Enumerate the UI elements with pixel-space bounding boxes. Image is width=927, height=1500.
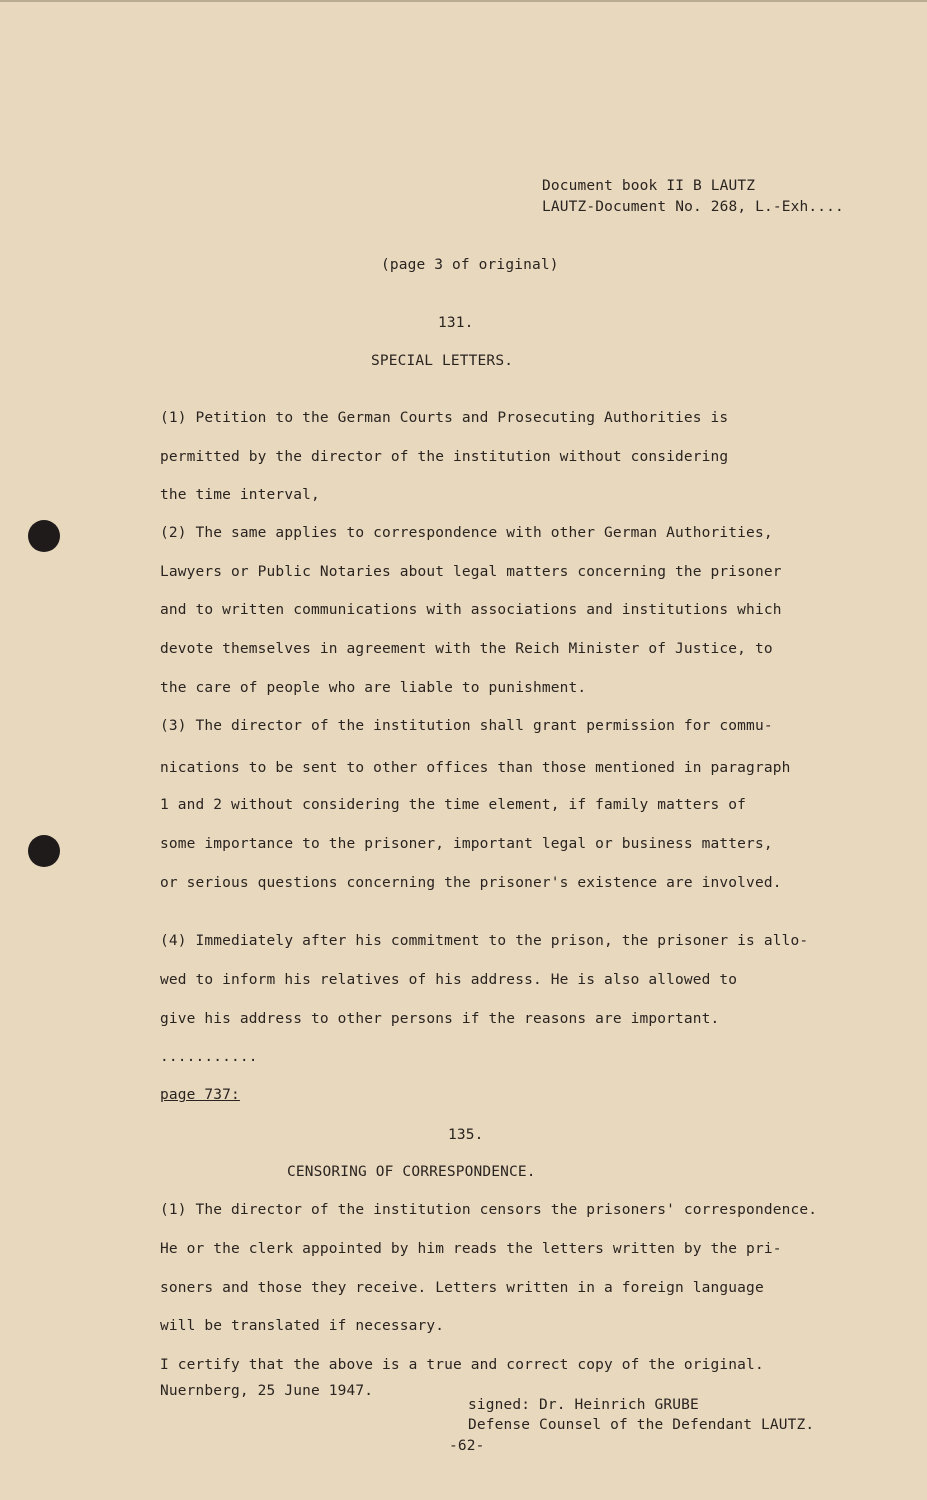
body-line: Lawyers or Public Notaries about legal matters concerning the prisoner <box>160 564 782 580</box>
body-line: (2) The same applies to correspondence with other German Authorities, <box>160 525 773 541</box>
body-line: permitted by the director of the institution without considering <box>160 449 729 465</box>
section-135-title: CENSORING OF CORRESPONDENCE. <box>287 1164 536 1180</box>
header-line-1: Document book II B LAUTZ <box>542 178 756 194</box>
page-number: -62- <box>449 1438 485 1454</box>
body-line: and to written communications with associations and institutions which <box>160 602 782 618</box>
certification: I certify that the above is a true and correct copy of the original. <box>160 1357 764 1373</box>
body-line: give his address to other persons if the reasons are important. <box>160 1011 720 1027</box>
ellipsis: ........... <box>160 1049 258 1065</box>
signature-line-2: Defense Counsel of the Defendant LAUTZ. <box>468 1417 815 1433</box>
section-131-number: 131. <box>438 315 474 331</box>
body-line: wed to inform his relatives of his address. He is also allowed to <box>160 972 738 988</box>
section-131-title: SPECIAL LETTERS. <box>371 353 514 369</box>
place-date: Nuernberg, 25 June 1947. <box>160 1383 374 1399</box>
body-line: will be translated if necessary. <box>160 1318 445 1334</box>
page-reference: (page 3 of original) <box>381 257 559 273</box>
body-line: or serious questions concerning the prisoner's existence are involved. <box>160 875 782 891</box>
body-line: (3) The director of the institution shall grant permission for commu- <box>160 718 773 734</box>
body-line: (1) The director of the institution censors the prisoners' correspondence. <box>160 1202 818 1218</box>
section-135-number: 135. <box>448 1127 484 1143</box>
body-line: devote themselves in agreement with the Reich Minister of Justice, to <box>160 641 773 657</box>
punch-hole-top <box>28 520 60 552</box>
page-marker: page 737: <box>160 1087 240 1103</box>
body-line: soners and those they receive. Letters written in a foreign language <box>160 1280 764 1296</box>
body-line: (1) Petition to the German Courts and Prosecuting Authorities is <box>160 410 729 426</box>
body-line: nications to be sent to other offices than those mentioned in paragraph <box>160 760 791 776</box>
signature-line-1: signed: Dr. Heinrich GRUBE <box>468 1397 699 1413</box>
body-line: (4) Immediately after his commitment to the prison, the prisoner is allo- <box>160 933 809 949</box>
body-line: the care of people who are liable to punishment. <box>160 680 587 696</box>
body-line: He or the clerk appointed by him reads the letters written by the pri- <box>160 1241 782 1257</box>
punch-hole-bottom <box>28 835 60 867</box>
body-line: some importance to the prisoner, important legal or business matters, <box>160 836 773 852</box>
body-line: 1 and 2 without considering the time element, if family matters of <box>160 797 747 813</box>
body-line: the time interval, <box>160 487 320 503</box>
header-line-2: LAUTZ-Document No. 268, L.-Exh.... <box>542 199 844 215</box>
page-edge <box>0 0 927 2</box>
